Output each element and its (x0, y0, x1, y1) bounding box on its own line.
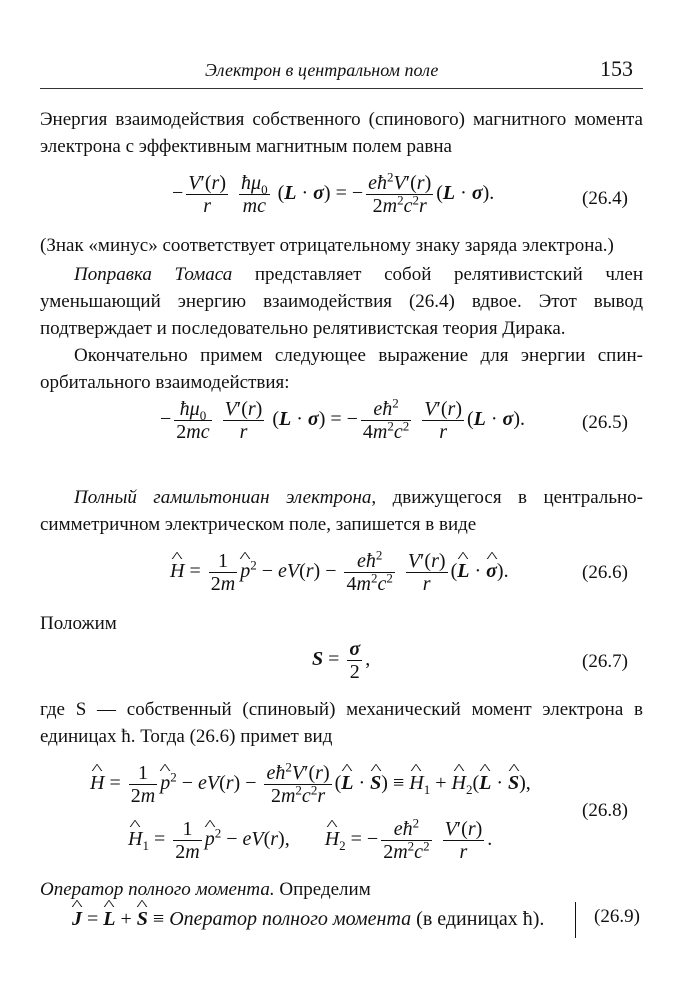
paragraph-7: где S — собственный (спиновый) механический момент электрона в единицах ħ. Тогда (26.6) примет вид (40, 699, 643, 747)
page-number: 153 (600, 56, 633, 81)
equation-26-7: S = $\frac{\sigma}{2}$ , (312, 638, 371, 683)
paragraph-5-text: , движущегося в центрально-симметричном электрическом поле, запишется в виде (40, 487, 643, 535)
paragraph-6: Положим (40, 613, 117, 634)
paragraph-4: Окончательно примем следующее выражение для энергии спин-орбитального взаимодействия: (40, 345, 643, 393)
hamiltonian-term: Полный гамильтониан электрона (74, 487, 372, 508)
paragraph-5 (40, 484, 643, 538)
paragraph-1: Энергия взаимодействия собственного (спинового) магнитного момента электрона с эффективным магнитным полем равна (40, 109, 643, 157)
thomas-correction-term: Поправка Томаса (74, 264, 233, 285)
margin-bar (575, 902, 576, 938)
equation-26-9: ^ J = ^ L + ^ S ≡ Оператор полного момента (в единицах ħ). (72, 908, 544, 931)
running-title: Электрон в центральном поле (205, 60, 439, 80)
equation-26-6: ^ H = $\frac{1}{2m}$ ^ $p^2 - eV(r)$ − $\frac{eħ^2}{4m^2c^2}$ $\frac{V'(r)}{r}$ (^ L · ^ σ). (170, 550, 509, 595)
paragraph-2: (Знак «минус» соответствует отрицательному знаку заряда электрона.) (40, 235, 614, 256)
equation-number-26-8: (26.8) (582, 800, 628, 821)
operator-units: (в единицах ħ). (411, 908, 545, 930)
equation-26-8-line-1: ^ H = $\frac{1}{2m}$ ^ $p^2 - eV(r)$ − $\frac{eħ^2V'(r)}{2m^2c^2r}$ (^ L · ^ S) ≡ ^ $H_1$ + ^ $H_2(\^{}$ L · ^ S), (90, 762, 531, 807)
equation-number-26-6: (26.6) (582, 562, 628, 583)
header-rule (40, 88, 643, 89)
paragraph-8-text: Определим (274, 879, 371, 900)
equation-26-8-line-2: ^ $H_1$ = $\frac{1}{2m}$ ^ $p^2 - eV(r)$, ^ $H_2$ = − $\frac{eħ^2}{2m^2c^2}$ $\frac{V'(r)}{r}$ . (128, 818, 492, 863)
operator-name: Оператор полного момента (169, 908, 412, 930)
equation-26-4: − $\frac{V'(r)}{r}$ $\frac{ħ\mu_0}{mc}$ (L · σ) = − $\frac{eħ^2V'(r)}{2m^2c^2r}$ (L · σ). (172, 169, 495, 217)
equation-number-26-7: (26.7) (582, 651, 628, 672)
equation-number-26-5: (26.5) (582, 412, 628, 433)
equation-number-26-9: (26.9) (594, 906, 640, 927)
paragraph-8 (40, 876, 643, 903)
equation-26-5: − $\frac{ħ\mu_0}{2mc}$ $\frac{V'(r)}{r}$ (L · σ) = − $\frac{eħ^2}{4m^2c^2}$ $\frac{V'(r)}{r}$ (L · σ). (160, 395, 525, 443)
total-momentum-operator-heading: Оператор полного момента. (40, 879, 275, 900)
paragraph-3-text: представляет собой релятивистский член уменьшающий энергию взаимодействия (26.4) вдвое. Этот вывод подтверждает и последовательно релятивистская теория Дирака. (40, 264, 643, 339)
equation-number-26-4: (26.4) (582, 188, 628, 209)
paragraph-3 (40, 261, 643, 342)
